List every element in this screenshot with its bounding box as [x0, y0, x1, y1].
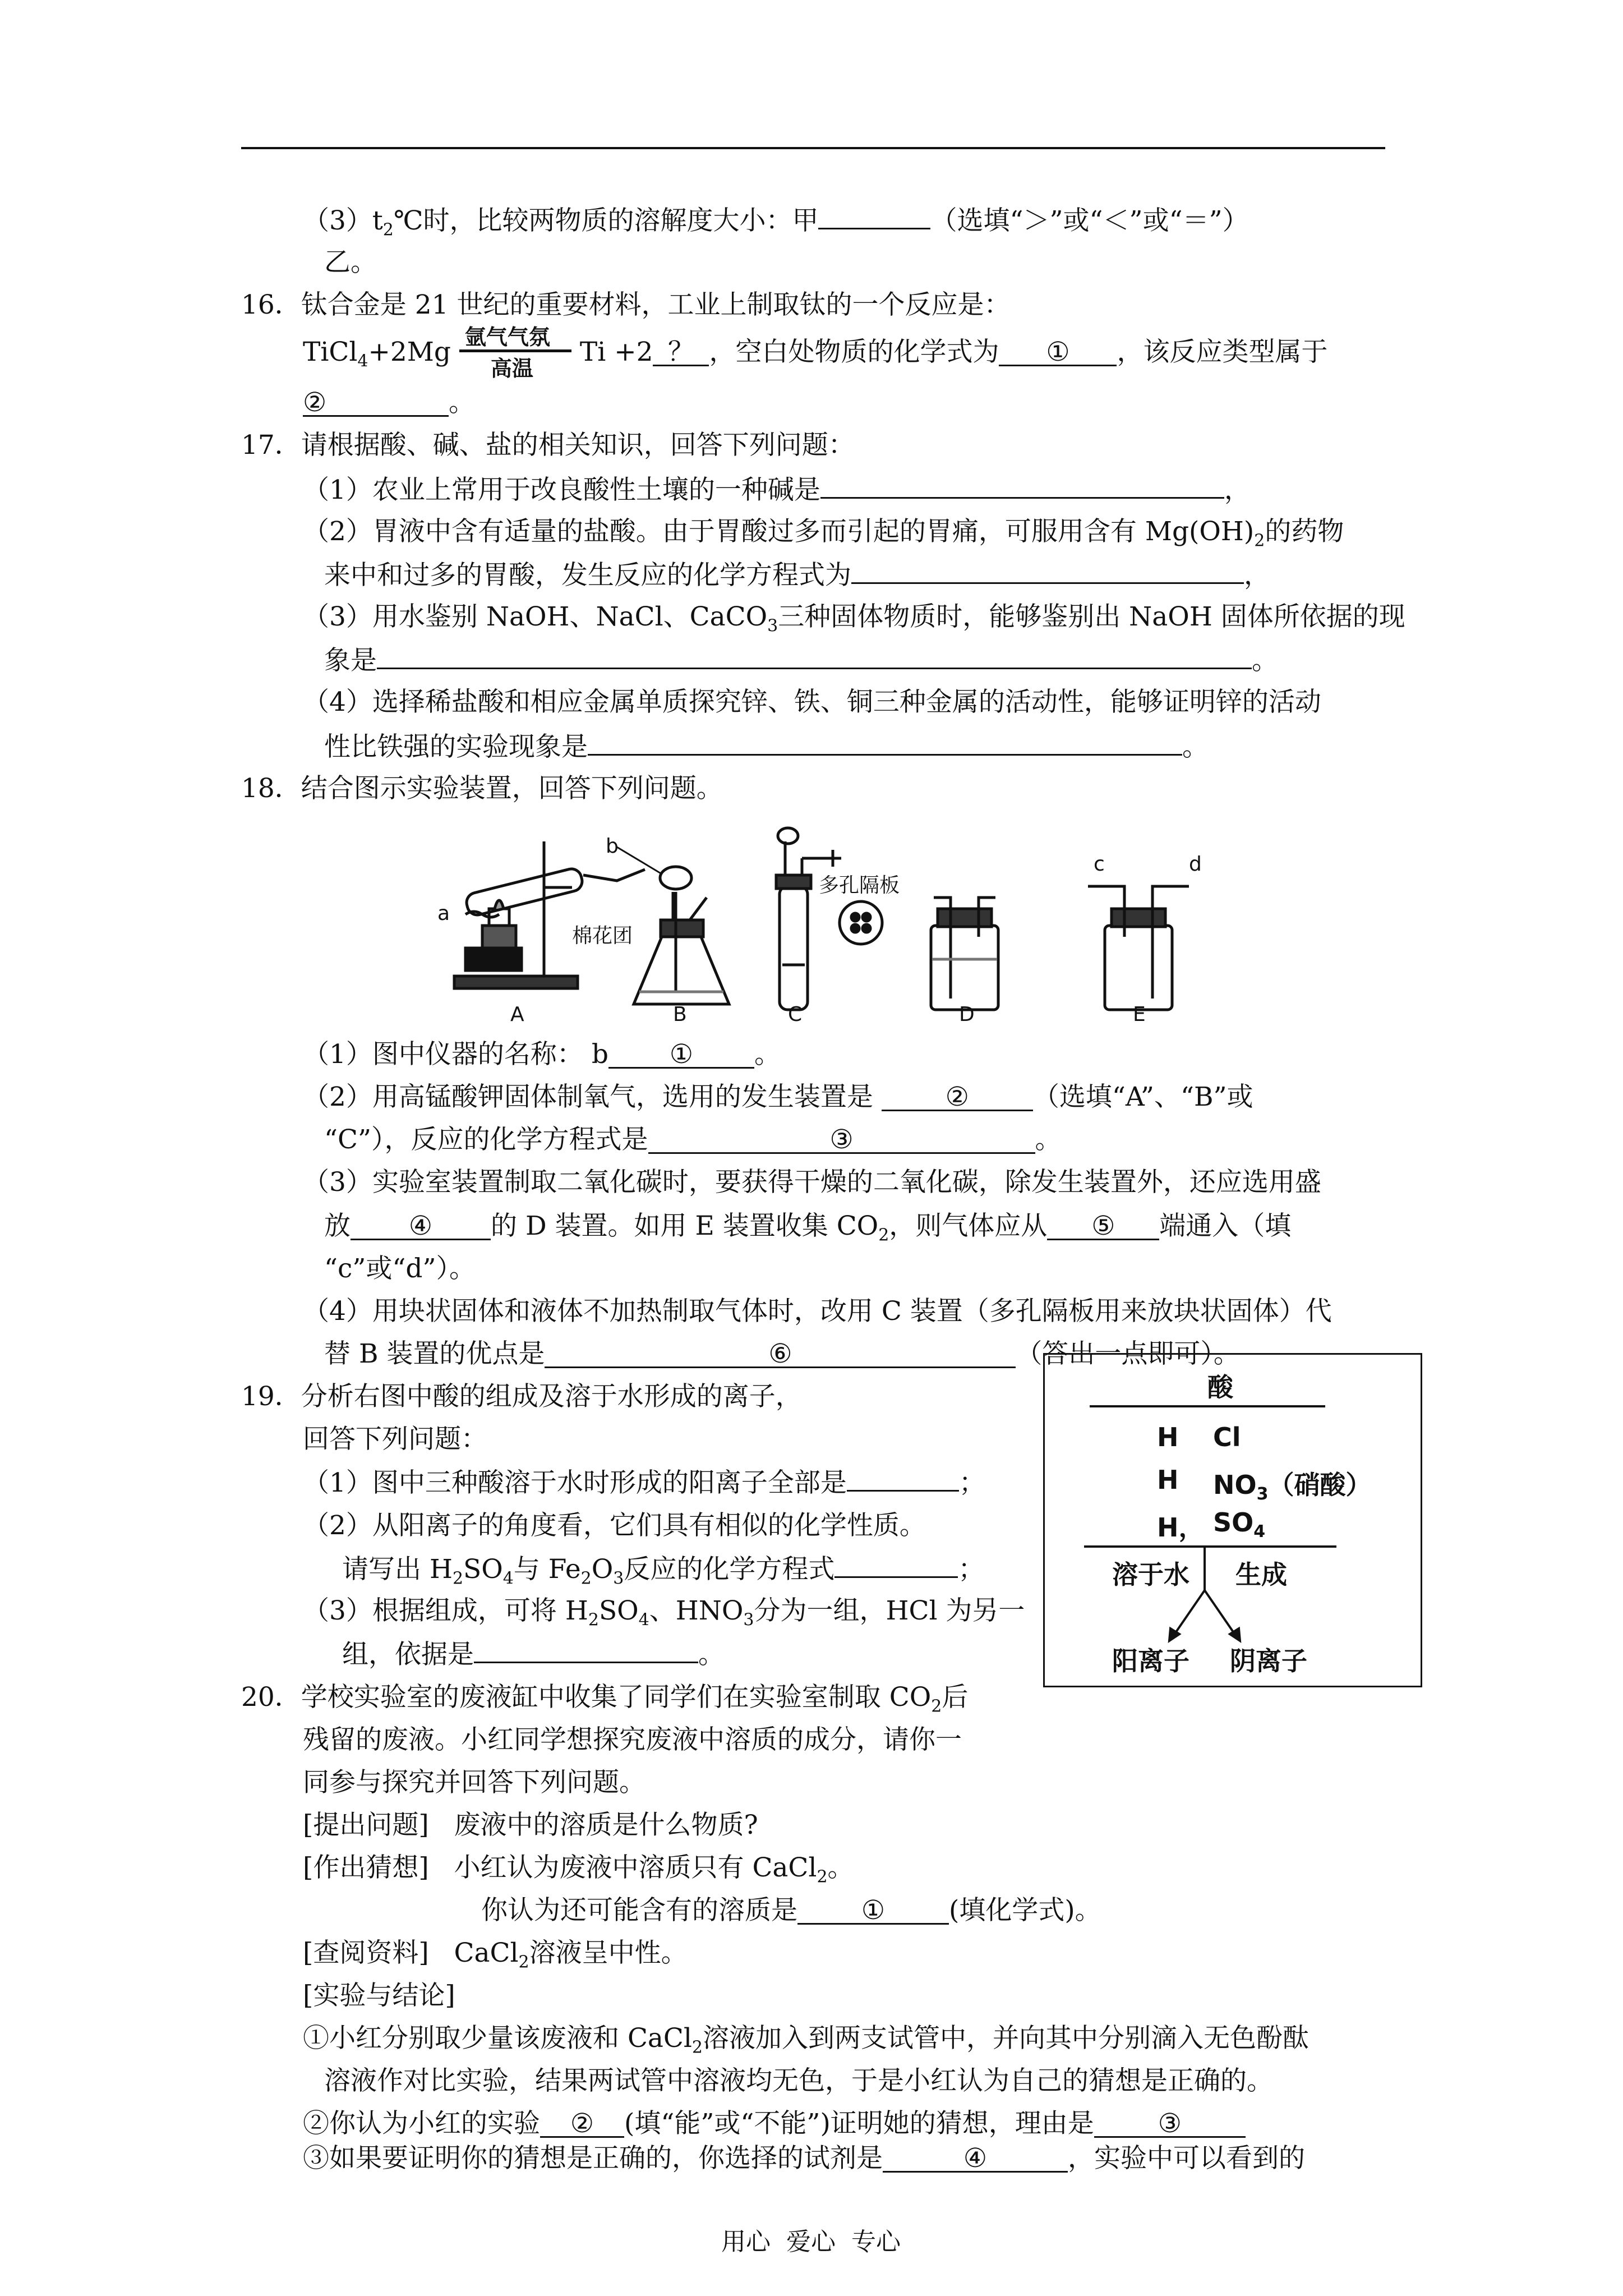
box-r1-cl: Cl: [1213, 1422, 1241, 1452]
q20-question: [提出问题] 废液中的溶质是什么物质?: [303, 1810, 758, 1841]
label-B: B: [673, 1003, 687, 1026]
q18-4b: 替 B 装置的优点是 ⑥ （答出一点即可）。: [324, 1338, 1240, 1369]
q15-3-line1: $(3)t_2℃$时，比较两物质的溶解度大小：甲 （选填“＞”或“＜”或“＝”）: [303, 203, 1249, 238]
box-r3-so4: $SO_4$: [1213, 1507, 1266, 1542]
q20-guess: [作出猜想] 小红认为废液中溶质只有 CaCl$_2$。: [303, 1852, 854, 1887]
q20-e2: ②你认为小红的实验 ② (填“能”或“不能”)证明她的猜想，理由是 ③: [303, 2107, 1246, 2141]
q19-1: （1）图中三种酸溶于水时形成的阳离子全部是 ；: [303, 1465, 985, 1500]
apparatus-e: [1088, 886, 1189, 1010]
q18-stem: 18．结合图示实验装置，回答下列问题。: [241, 773, 723, 804]
q19-3a: （3）根据组成，可将 $H_2SO_4$、$HNO_3$分为一组，HCl 为另一: [303, 1595, 1025, 1630]
acid-composition-box: [1043, 1353, 1422, 1687]
q17-4a: （4）选择稀盐酸和相应金属单质探究锌、铁、铜三种金属的活动性，能够证明锌的活动: [303, 687, 1321, 717]
box-anion: 阴离子: [1230, 1646, 1307, 1676]
box-produce: 生成: [1235, 1559, 1287, 1590]
q17-4b: 性比铁强的实验现象是 。: [324, 729, 1209, 764]
q20-guess2: 你认为还可能含有的溶质是 ① (填化学式)。: [481, 1895, 1101, 1926]
box-title: 酸: [1207, 1372, 1233, 1402]
q17-1: （1）农业上常用于改良酸性土壤的一种碱是 ，: [303, 472, 1251, 507]
box-r2-h: H: [1157, 1465, 1179, 1495]
q19-2b: 请写出 $H_2SO_4$与 $Fe_2O_3$反应的化学方程式 ；: [342, 1552, 984, 1586]
apparatus-b: [617, 847, 729, 1004]
q18-1: （1）图中仪器的名称： b ① 。: [303, 1039, 781, 1070]
q17-stem: 17．请根据酸、碱、盐的相关知识，回答下列问题：: [241, 430, 855, 461]
q20-e1b: 溶液作对比实验，结果两试管中溶液均无色，于是小红认为自己的猜想是正确的。: [324, 2065, 1273, 2096]
q17-2b: 来中和过多的胃酸，发生反应的化学方程式为 ，: [324, 558, 1270, 592]
label-A: A: [510, 1003, 524, 1026]
apparatus-d: [931, 898, 998, 1010]
label-d: d: [1189, 853, 1202, 876]
q20-reference: [查阅资料] CaCl$_2$溶液呈中性。: [303, 1938, 688, 1972]
apparatus-c: [776, 828, 882, 1010]
box-dissolve: 溶于水: [1112, 1559, 1189, 1590]
page-footer: 用心 爱心 专心: [721, 2228, 901, 2256]
q17-3b: 象是 。: [324, 643, 1278, 678]
label-a: a: [437, 902, 450, 925]
q18-3a: （3）实验室装置制取二氧化碳时，要获得干燥的二氧化碳，除发生装置外，还应选用盛: [303, 1167, 1321, 1198]
label-C: C: [788, 1003, 803, 1026]
q18-3b: 放 ④ 的 D 装置。如用 E 装置收集 $CO_2$，则气体应从 ⑤ 端通入（填: [324, 1211, 1292, 1245]
label-D: D: [959, 1003, 975, 1026]
q16-line3: ② 。: [303, 387, 475, 418]
q20-e1a: ①小红分别取少量该废液和 CaCl$_2$溶液加入到两支试管中，并向其中分别滴入无色酚酞: [303, 2023, 1310, 2058]
q18-2a: （2）用高锰酸钾固体制氧气，选用的发生装置是 ② （选填“A”、“B”或: [303, 1082, 1253, 1112]
label-b: b: [606, 835, 619, 858]
q17-3a: （3）用水鉴别 NaOH、NaCl、CaCO$_3$三种固体物质时，能够鉴别出 NaOH 固体所依据的现: [303, 601, 1405, 636]
box-r1-h: H: [1157, 1422, 1179, 1452]
q18-2b: “C”），反应的化学方程式是 ③ 。: [324, 1124, 1062, 1155]
label-E: E: [1133, 1003, 1146, 1026]
q20-experiment-label: [实验与结论]: [303, 1980, 455, 2011]
reaction-condition: 氩气气氛 高温: [459, 337, 571, 371]
q16-stem: 16．钛合金是 21 世纪的重要材料，工业上制取钛的一个反应是：: [241, 289, 1011, 320]
q15-3-line2: 乙。: [324, 247, 377, 278]
apparatus-a: [454, 841, 645, 988]
lab-apparatus-figure: [280, 825, 1245, 1027]
q19-2a: （2）从阳离子的角度看，它们具有相似的化学性质。: [303, 1510, 926, 1541]
q19-stem1: 19．分析右图中酸的组成及溶于水形成的离子，: [241, 1381, 802, 1412]
header-rule: [241, 147, 1385, 149]
label-porous-plate: 多孔隔板: [819, 874, 900, 897]
box-r2-no3: $NO_3$（硝酸）: [1213, 1470, 1372, 1504]
q19-stem2: 回答下列问题：: [303, 1424, 487, 1455]
box-cation: 阳离子: [1112, 1646, 1189, 1676]
label-c: c: [1094, 853, 1105, 876]
q18-4a: （4）用块状固体和液体不加热制取气体时，改用 C 装置（多孔隔板用来放块状固体）代: [303, 1296, 1332, 1327]
q19-3b: 组，依据是 。: [342, 1637, 725, 1672]
q16-equation: TiCl$_4$+2Mg 氩气气氛 高温 Ti +2 ？ ，空白处物质的化学式为 ① ，该反应类型属于: [303, 325, 1328, 381]
box-arrows: [1045, 1545, 1421, 1646]
q20-e3: ③如果要证明你的猜想是正确的，你选择的试剂是 ④ ，实验中可以看到的: [303, 2143, 1305, 2174]
label-cotton: 棉花团: [572, 924, 633, 947]
box-r3-h: H，: [1157, 1512, 1205, 1543]
q20-stem3: 同参与探究并回答下列问题。: [303, 1767, 645, 1798]
q20-stem2: 残留的废液。小红同学想探究废液中溶质的成分，请你一: [303, 1724, 962, 1755]
q20-stem1: 20．学校实验室的废液缸中收集了同学们在实验室制取 $CO_2$后: [241, 1682, 969, 1717]
q18-3c: “c”或“d”）。: [324, 1253, 476, 1284]
q17-2a: （2）胃液中含有适量的盐酸。由于胃酸过多而引起的胃痛，可服用含有 $Mg(OH)_2$的药物: [303, 516, 1344, 551]
